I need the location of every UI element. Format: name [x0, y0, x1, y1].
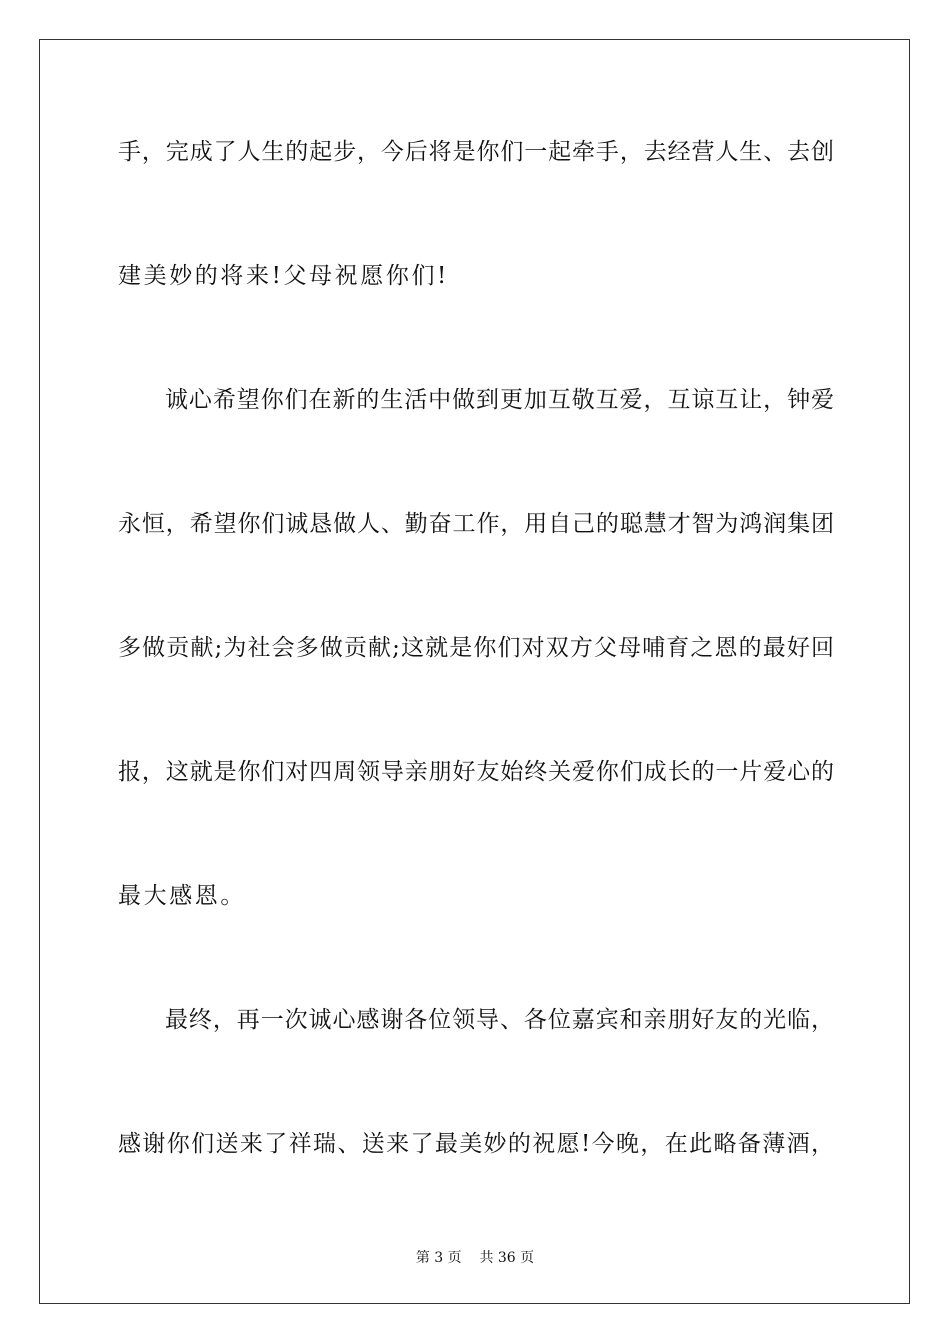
body-line-2: 建美妙的将来!父母祝愿你们!	[118, 263, 449, 289]
paragraph-2-line-1: 诚心希望你们在新的生活中做到更加互敬互爱，互谅互让，钟爱	[165, 387, 834, 413]
body-line-1: 手，完成了人生的起步，今后将是你们一起牵手，去经营人生、去创	[118, 139, 834, 165]
paragraph-3-line-1: 最终，再一次诚心感谢各位领导、各位嘉宾和亲朋好友的光临，	[165, 1007, 834, 1033]
paragraph-2-line-5: 最大感恩。	[118, 883, 246, 909]
paragraph-2-line-4: 报，这就是你们对四周领导亲朋好友始终关爱你们成长的一片爱心的	[118, 759, 834, 785]
paragraph-2-line-3: 多做贡献;为社会多做贡献;这就是你们对双方父母哺育之恩的最好回	[118, 635, 834, 661]
page-footer	[0, 1249, 950, 1267]
paragraph-2-line-2: 永恒，希望你们诚恳做人、勤奋工作，用自己的聪慧才智为鸿润集团	[118, 511, 834, 537]
page-total: 共 36 页	[479, 1250, 535, 1266]
page-number: 第 3 页	[415, 1250, 462, 1266]
paragraph-3-line-2: 感谢你们送来了祥瑞、送来了最美妙的祝愿!今晚，在此略备薄酒，	[118, 1131, 834, 1157]
page-frame	[39, 39, 910, 1304]
